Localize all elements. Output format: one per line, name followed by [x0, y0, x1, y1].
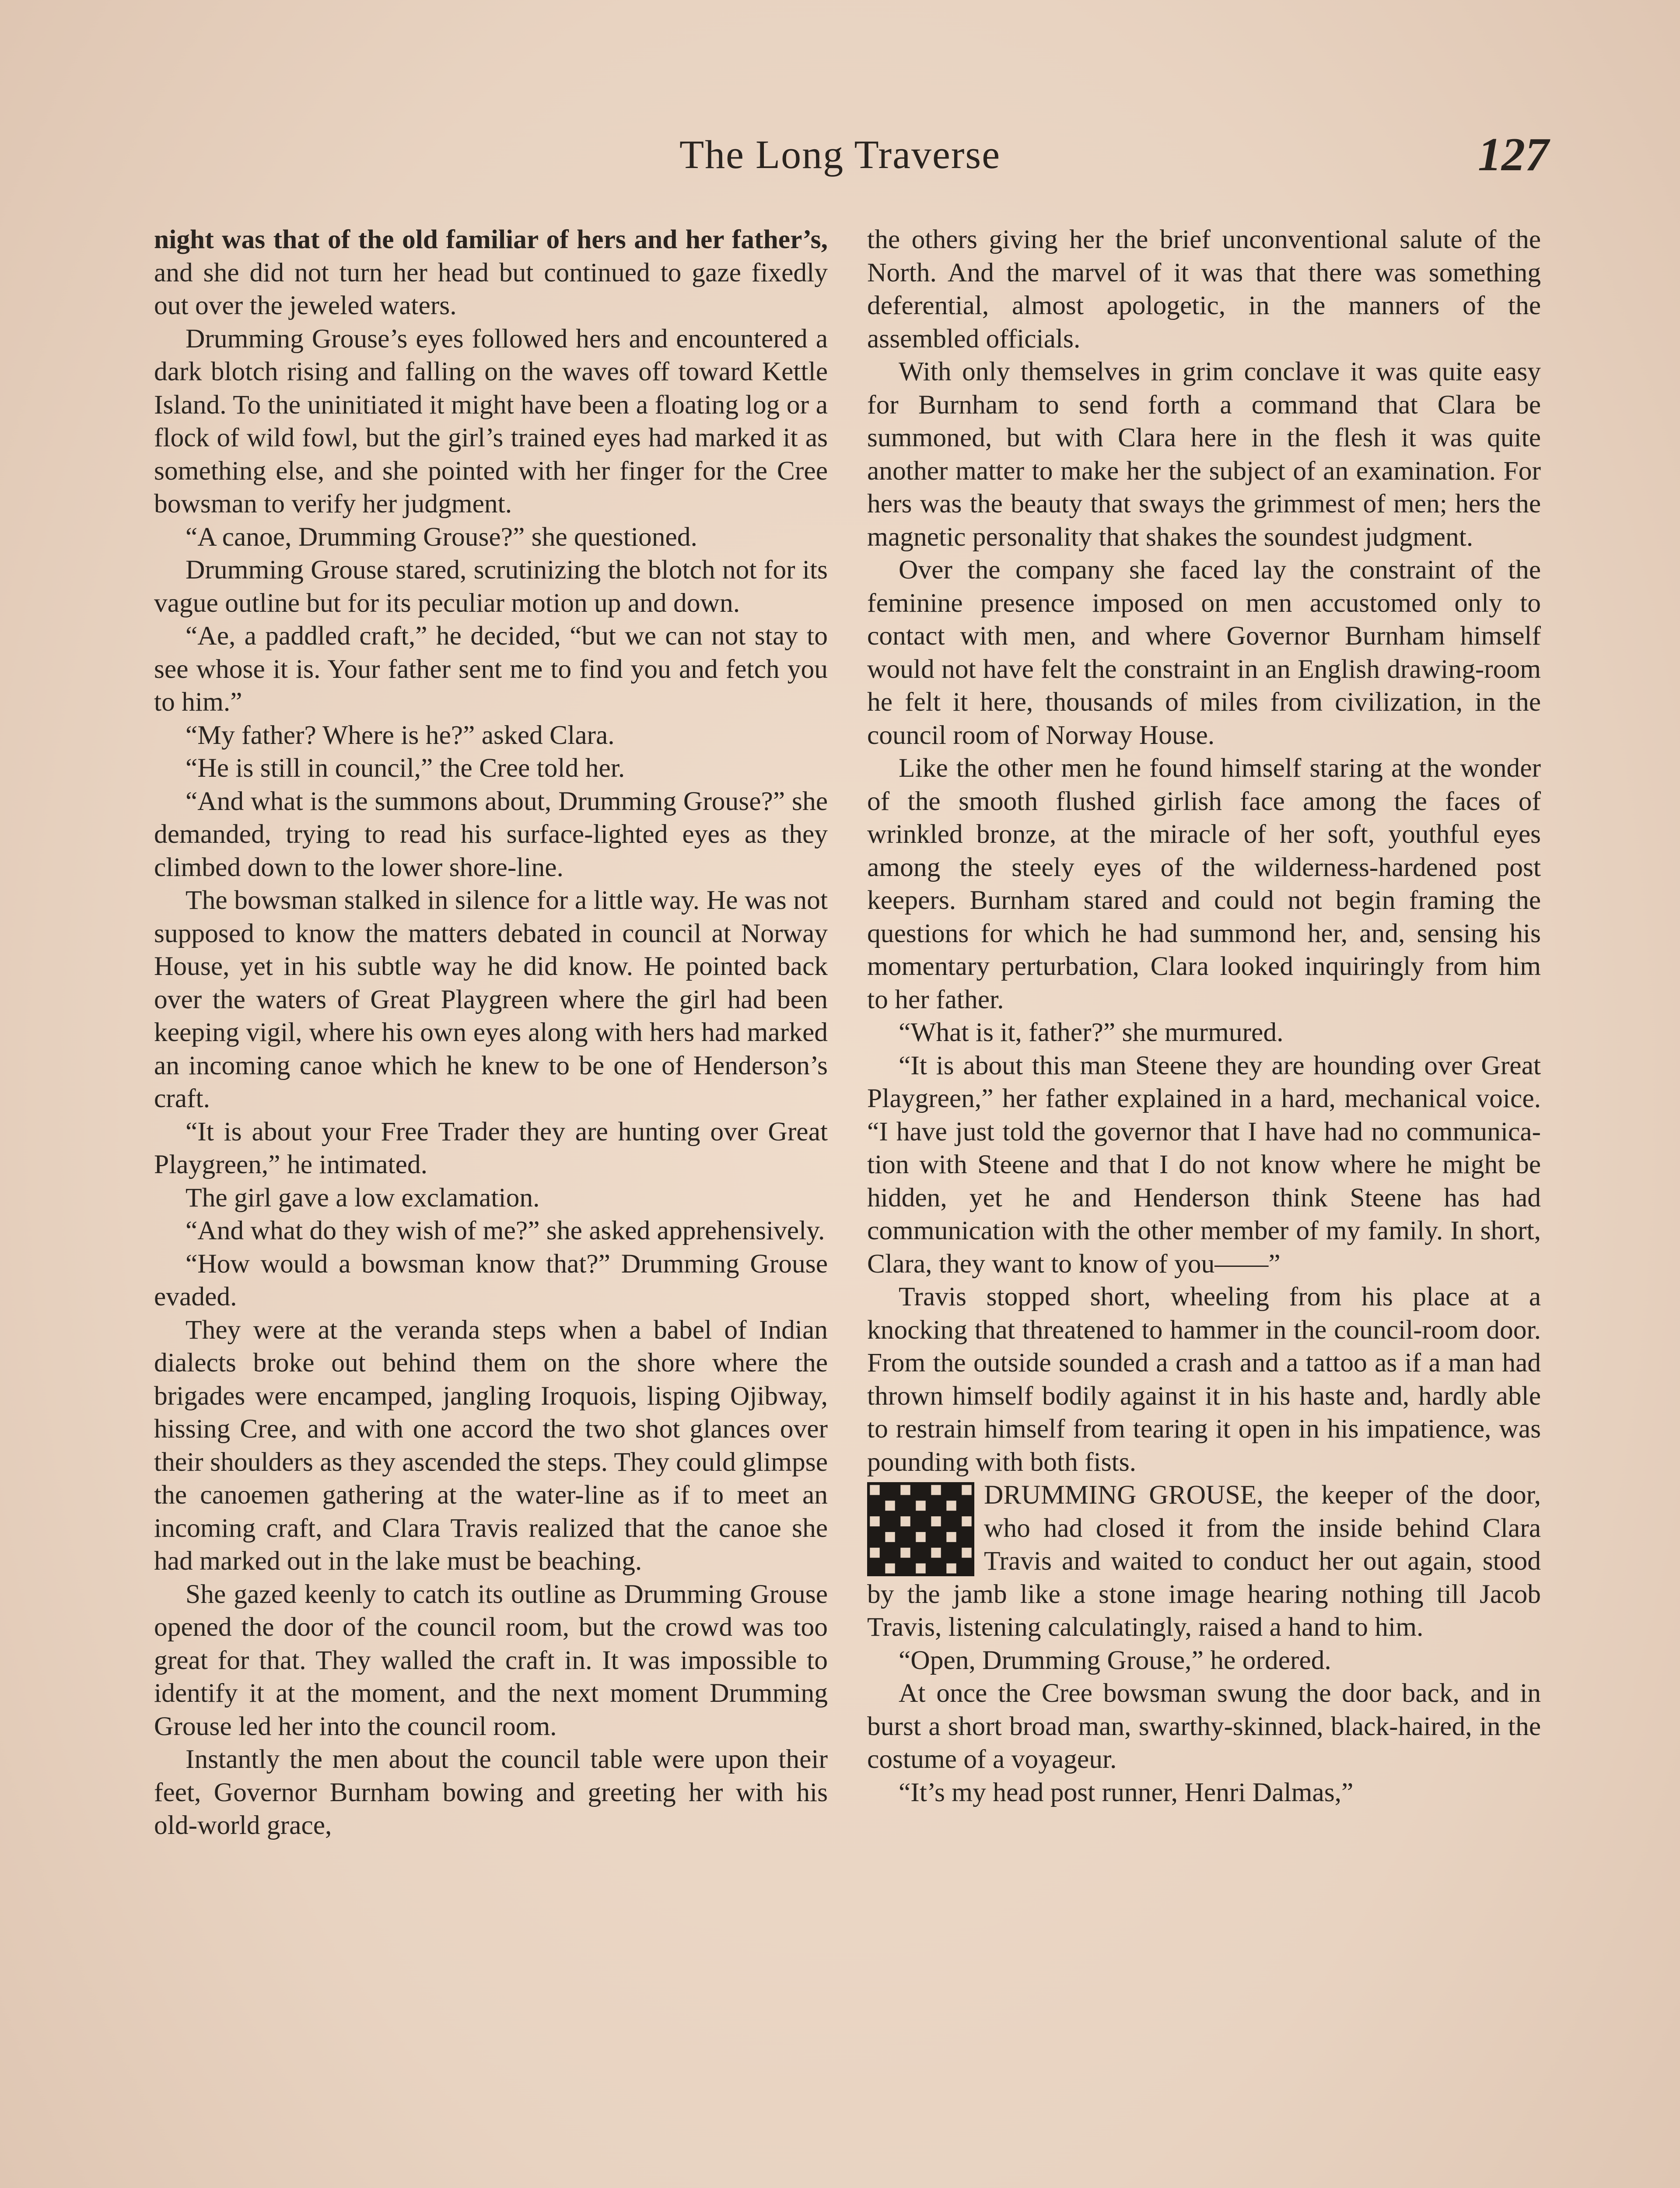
paragraph: the others giving her the brief unconventional salute of the North. And the marvel of it was that there was something deferential, almost apologetic, in the manners of the assembled officials.	[867, 224, 1541, 354]
paragraph: They were at the veranda steps when a babel of Indian dialects broke out behind them on the shore where the brigades were encamped, jangling Iroquois, lisping Ojibway, hissing Cree, and with one accord the two shot glances over their shoulders as they ascended the steps. They could glimpse the canoemen gathering at the water-line as if to meet an incoming craft, and Clara Travis realized that the canoe she had marked out in the lake must be beaching.	[154, 1315, 828, 1576]
section-lead-in: DRUMMING GROUSE,	[984, 1480, 1264, 1510]
paragraph: “A canoe, Drumming Grouse?” she questioned.	[186, 522, 697, 552]
paragraph: “It is about your Free Trader they are hunting over Great Playgreen,” he intimated.	[154, 1116, 828, 1179]
section-opening-paragraph	[867, 1479, 1541, 1644]
paragraph: “How would a bowsman know that?” Drumming Grouse evaded.	[154, 1248, 828, 1311]
right-column	[867, 223, 1541, 2188]
page-header	[0, 131, 1680, 193]
paragraph: “Ae, a paddled craft,” he decided, “but we can not stay to see whose it is. Your father sent me to find you and fetch you to him.”	[154, 621, 828, 717]
paragraph: “It is about this man Steene they are hounding over Great Playgreen,” her father explained in a hard, mechanical voice. “I have just told the governor that I have had no communication with Steene and that I do not know where he might be hidden, yet he and Henderson think Steene has had communication with the other member of my family. In short, Clara, they want to know of you——”	[867, 1050, 1541, 1279]
left-column	[154, 223, 828, 2188]
lead-in-text: night was that of the old familiar of hers and her father’s,	[154, 224, 828, 254]
paragraph: The girl gave a low exclamation.	[186, 1182, 540, 1213]
paragraph: At once the Cree bowsman swung the door back, and in burst a short broad man, swarthy-skinned, black-haired, in the costume of a voyageur.	[867, 1678, 1541, 1774]
paragraph: Over the company she faced lay the constraint of the feminine presence imposed on men accustomed only to contact with men, and where Governor Burnham himself would not have felt the constraint in an English drawing-room he felt it here, thousands of miles from civilization, in the council room of Norway House.	[867, 555, 1541, 750]
paragraph: “My father? Where is he?” asked Clara.	[186, 720, 615, 750]
paragraph	[154, 223, 828, 323]
paragraph: “And what is the summons about, Drumming Grouse?” she demanded, trying to read his surface-lighted eyes as they climbed down to the lower shore-line.	[154, 786, 828, 882]
paragraph: Travis stopped short, wheeling from his place at a knocking that threatened to hammer in the council-room door. From the outside sounded a crash and a tattoo as if a man had thrown himself bodily against it in his haste and, hardly able to restrain himself from tearing it open in his impatience, was pounding with both fists.	[867, 1282, 1541, 1477]
paragraph: Like the other men he found himself staring at the wonder of the smooth flushed girlish face among the faces of wrinkled bronze, at the miracle of her soft, youthful eyes among the steely eyes of the wilderness-hardened post keepers. Burnham stared and could not begin framing the questions for which he had summond her, and, sensing his momentary perturbation, Clara looked inquiringly from him to her father.	[867, 753, 1541, 1014]
paragraph: Instantly the men about the council table were upon their feet, Governor Burnham bowing and greeting her with his old-world grace,	[154, 1744, 828, 1840]
paragraph: Drumming Grouse’s eyes followed hers and encountered a dark blotch rising and falling on the waves off toward Kettle Island. To the uninitiated it might have been a floating log or a flock of wild fowl, but the girl’s trained eyes had marked it as something else, and she pointed with her finger for the Cree bowsman to verify her judgment.	[154, 323, 828, 519]
paragraph: The bowsman stalked in silence for a little way. He was not supposed to know the matters debated in council at Norway House, yet in his subtle way he did know. He pointed back over the waters of Great Playgreen where the girl had been keeping vigil, where his own eyes along with hers had marked an incoming canoe which he knew to be one of Henderson’s craft.	[154, 885, 828, 1113]
paragraph: She gazed keenly to catch its outline as Drumming Grouse opened the door of the council room, but the crowd was too great for that. They walled the craft in. It was impossible to identify it at the moment, and the next moment Drumming Grouse led her into the council room.	[154, 1579, 828, 1741]
running-title: The Long Traverse	[679, 132, 1001, 177]
checker-ornament-icon	[867, 1482, 974, 1576]
paragraph: “Open, Drumming Grouse,” he ordered.	[899, 1645, 1331, 1675]
paragraph: Drumming Grouse stared, scrutinizing the blotch not for its vague outline but for its peculiar motion up and down.	[154, 555, 828, 618]
paragraph: With only themselves in grim conclave it was quite easy for Burnham to send forth a command that Clara be summoned, but with Clara here in the flesh it was quite another matter to make her the subject of an examination. For hers was the beauty that sways the grimmest of men; hers the magnetic personality that shakes the soundest judgment.	[867, 357, 1541, 552]
paragraph: “And what do they wish of me?” she asked apprehensively.	[186, 1216, 825, 1245]
paragraph: “What is it, father?” she murmured.	[899, 1017, 1284, 1047]
paragraph-text: the keeper of the door, who had closed it from the inside behind Clara Travis and waited to conduct her out again, stood by the jamb like a stone image hearing nothing till Jacob Travis, listening calculatingly, raised a hand to him.	[867, 1480, 1541, 1642]
page-number: 127	[1478, 129, 1549, 181]
paragraph-text: and she did not turn her head but continued to gaze fixedly out over the jeweled waters.	[154, 257, 828, 320]
paragraph: “It’s my head post runner, Henri Dalmas,”	[899, 1777, 1354, 1807]
paragraph: “He is still in council,” the Cree told her.	[186, 753, 625, 783]
